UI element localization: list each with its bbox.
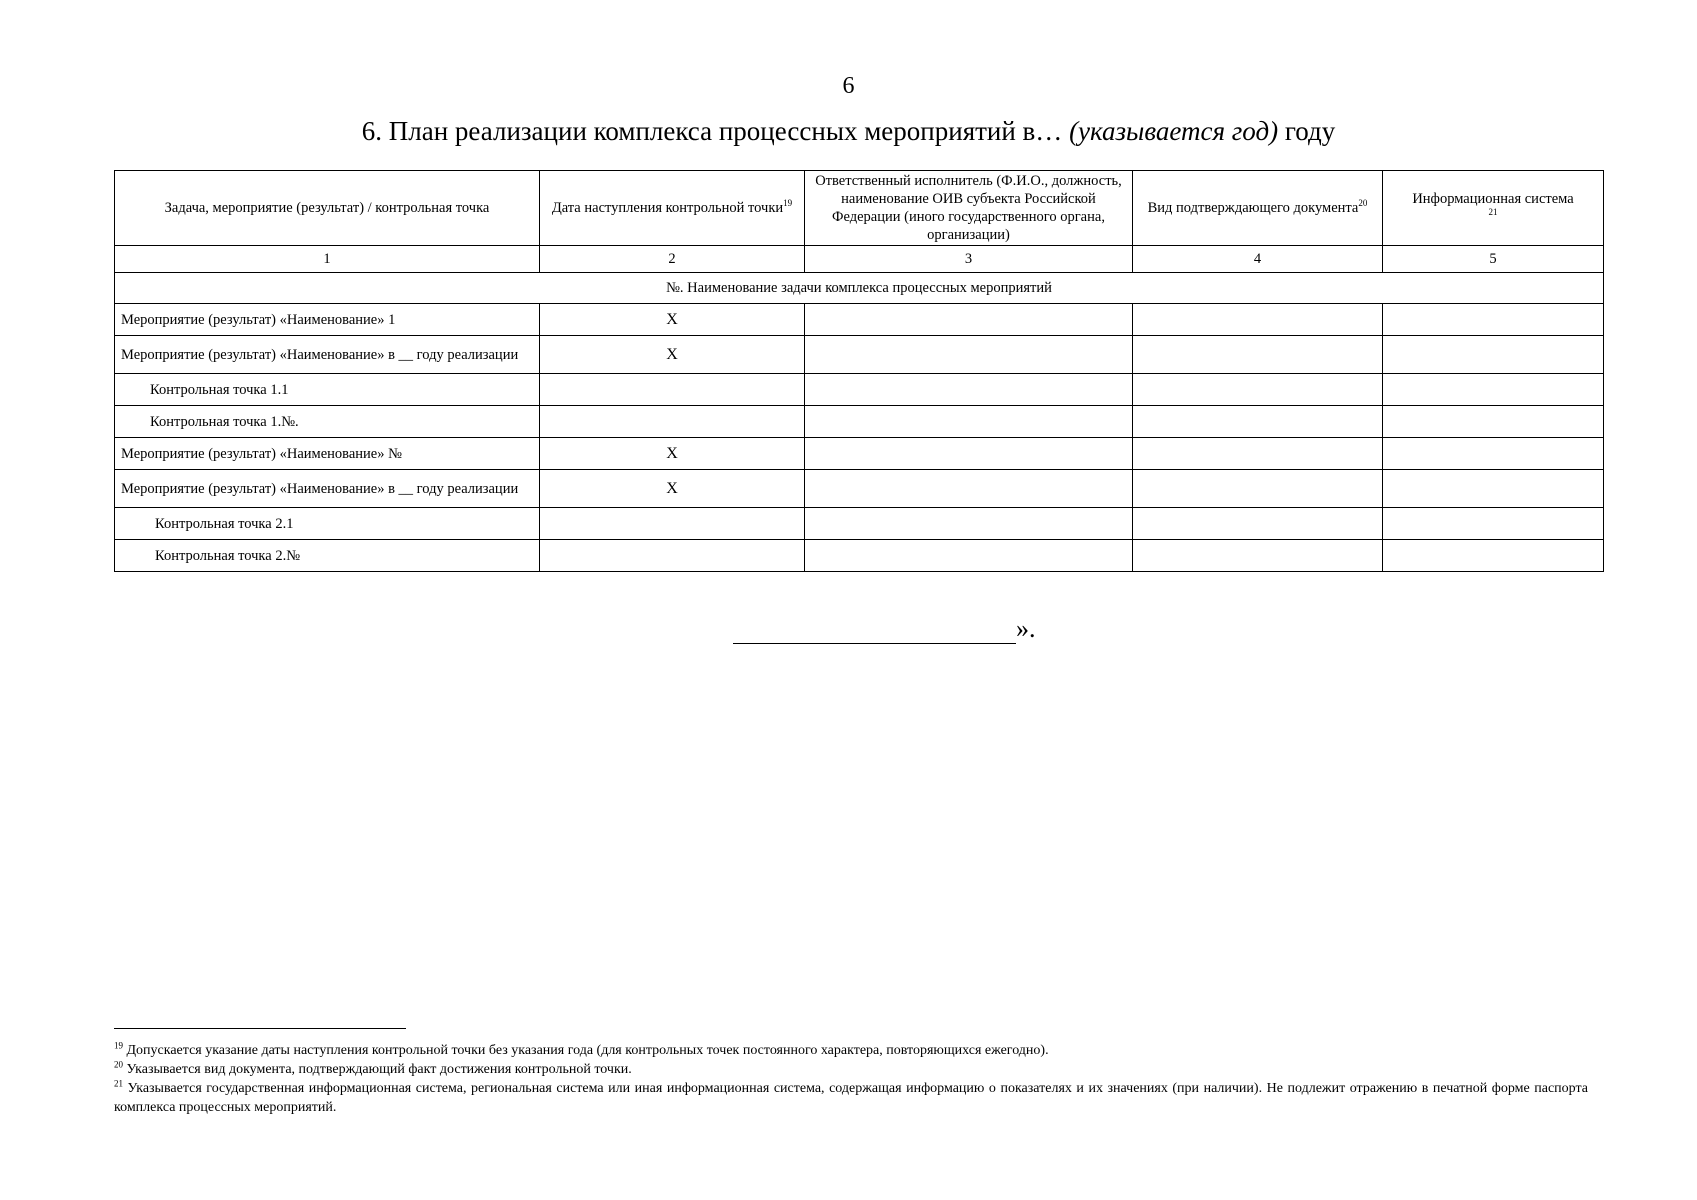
closing-quote: ».	[1016, 614, 1036, 643]
footnotes	[114, 1041, 1588, 1117]
footnote-20	[114, 1060, 1588, 1079]
row-date	[540, 540, 805, 572]
closing-line	[733, 614, 1036, 644]
row-document	[1133, 508, 1383, 540]
row-name: Мероприятие (результат) «Наименование» 1	[115, 304, 540, 336]
row-document	[1133, 470, 1383, 508]
table-row	[115, 304, 1604, 336]
row-name: Контрольная точка 1.№.	[115, 406, 540, 438]
row-responsible	[805, 374, 1133, 406]
footnote-number: 20	[114, 1059, 123, 1070]
row-date	[540, 406, 805, 438]
row-document	[1133, 406, 1383, 438]
table-row	[115, 374, 1604, 406]
row-date	[540, 374, 805, 406]
header-responsible: Ответственный исполнитель (Ф.И.О., должность, наименование ОИВ субъекта Российской Федерации (иного государственного органа, организации)	[805, 171, 1133, 246]
table-row	[115, 438, 1604, 470]
row-info-system	[1383, 508, 1604, 540]
row-responsible	[805, 508, 1133, 540]
row-document	[1133, 540, 1383, 572]
row-document	[1133, 336, 1383, 374]
row-name: Мероприятие (результат) «Наименование» в __ году реализации	[115, 336, 540, 374]
table-row	[115, 470, 1604, 508]
row-date: Х	[540, 336, 805, 374]
column-number: 1	[115, 246, 540, 273]
table-row	[115, 406, 1604, 438]
title-italic-year: (указывается год)	[1069, 116, 1279, 146]
header-checkpoint-date: Дата наступления контрольной точки$^{19}$	[540, 171, 805, 246]
row-date	[540, 508, 805, 540]
row-document	[1133, 438, 1383, 470]
footnote-number: 19	[114, 1040, 123, 1051]
column-number: 2	[540, 246, 805, 273]
header-task: Задача, мероприятие (результат) / контрольная точка	[115, 171, 540, 246]
title-suffix: году	[1278, 116, 1336, 146]
footnote-text: Указывается государственная информационная система, региональная система или иная информационная система, содержащая информацию о показателях и их значениях (при наличии). Не подлежит отражению в печатной форме паспорта комплекса процессных мероприятий.	[114, 1081, 1588, 1115]
row-responsible	[805, 470, 1133, 508]
header-document-type: Вид подтверждающего документа$^{20}$	[1133, 171, 1383, 246]
row-date: Х	[540, 304, 805, 336]
row-name: Мероприятие (результат) «Наименование» в __ году реализации	[115, 470, 540, 508]
table-row	[115, 336, 1604, 374]
column-number: 4	[1133, 246, 1383, 273]
column-number: 5	[1383, 246, 1604, 273]
row-date: Х	[540, 438, 805, 470]
footnote-19	[114, 1041, 1588, 1060]
footnote-text: Допускается указание даты наступления контрольной точки без указания года (для контрольных точек постоянного характера, повторяющихся ежегодно).	[123, 1043, 1049, 1058]
row-info-system	[1383, 540, 1604, 572]
header-info-system: Информационная система $^{21}$	[1383, 171, 1604, 246]
column-number-row	[115, 246, 1604, 273]
row-info-system	[1383, 304, 1604, 336]
row-info-system	[1383, 470, 1604, 508]
task-title: №. Наименование задачи комплекса процессных мероприятий	[115, 273, 1604, 304]
table-header-row	[115, 171, 1604, 246]
row-date: Х	[540, 470, 805, 508]
row-responsible	[805, 304, 1133, 336]
row-info-system	[1383, 374, 1604, 406]
row-name: Контрольная точка 2.1	[115, 508, 540, 540]
row-info-system	[1383, 406, 1604, 438]
implementation-plan-table	[114, 170, 1604, 572]
row-info-system	[1383, 438, 1604, 470]
page-number: 6	[842, 73, 855, 99]
row-responsible	[805, 336, 1133, 374]
row-responsible	[805, 406, 1133, 438]
row-name: Контрольная точка 1.1	[115, 374, 540, 406]
table-row	[115, 508, 1604, 540]
task-title-row	[115, 273, 1604, 304]
blank-underline	[733, 619, 1016, 644]
row-name: Контрольная точка 2.№	[115, 540, 540, 572]
title-prefix: 6. План реализации комплекса процессных мероприятий в…	[361, 116, 1070, 146]
row-responsible	[805, 438, 1133, 470]
row-name: Мероприятие (результат) «Наименование» №	[115, 438, 540, 470]
row-document	[1133, 374, 1383, 406]
footnote-number: 21	[114, 1078, 123, 1089]
footnote-ref-19: 19	[783, 198, 793, 209]
footnote-ref-20: 20	[1358, 198, 1368, 209]
row-document	[1133, 304, 1383, 336]
footnote-separator	[114, 1028, 406, 1029]
footnote-21	[114, 1079, 1588, 1117]
footnote-text: Указывается вид документа, подтверждающий факт достижения контрольной точки.	[123, 1062, 632, 1077]
column-number: 3	[805, 246, 1133, 273]
row-responsible	[805, 540, 1133, 572]
section-title	[0, 114, 1697, 148]
footnote-ref-21: 21	[1488, 207, 1498, 218]
row-info-system	[1383, 336, 1604, 374]
table-row	[115, 540, 1604, 572]
